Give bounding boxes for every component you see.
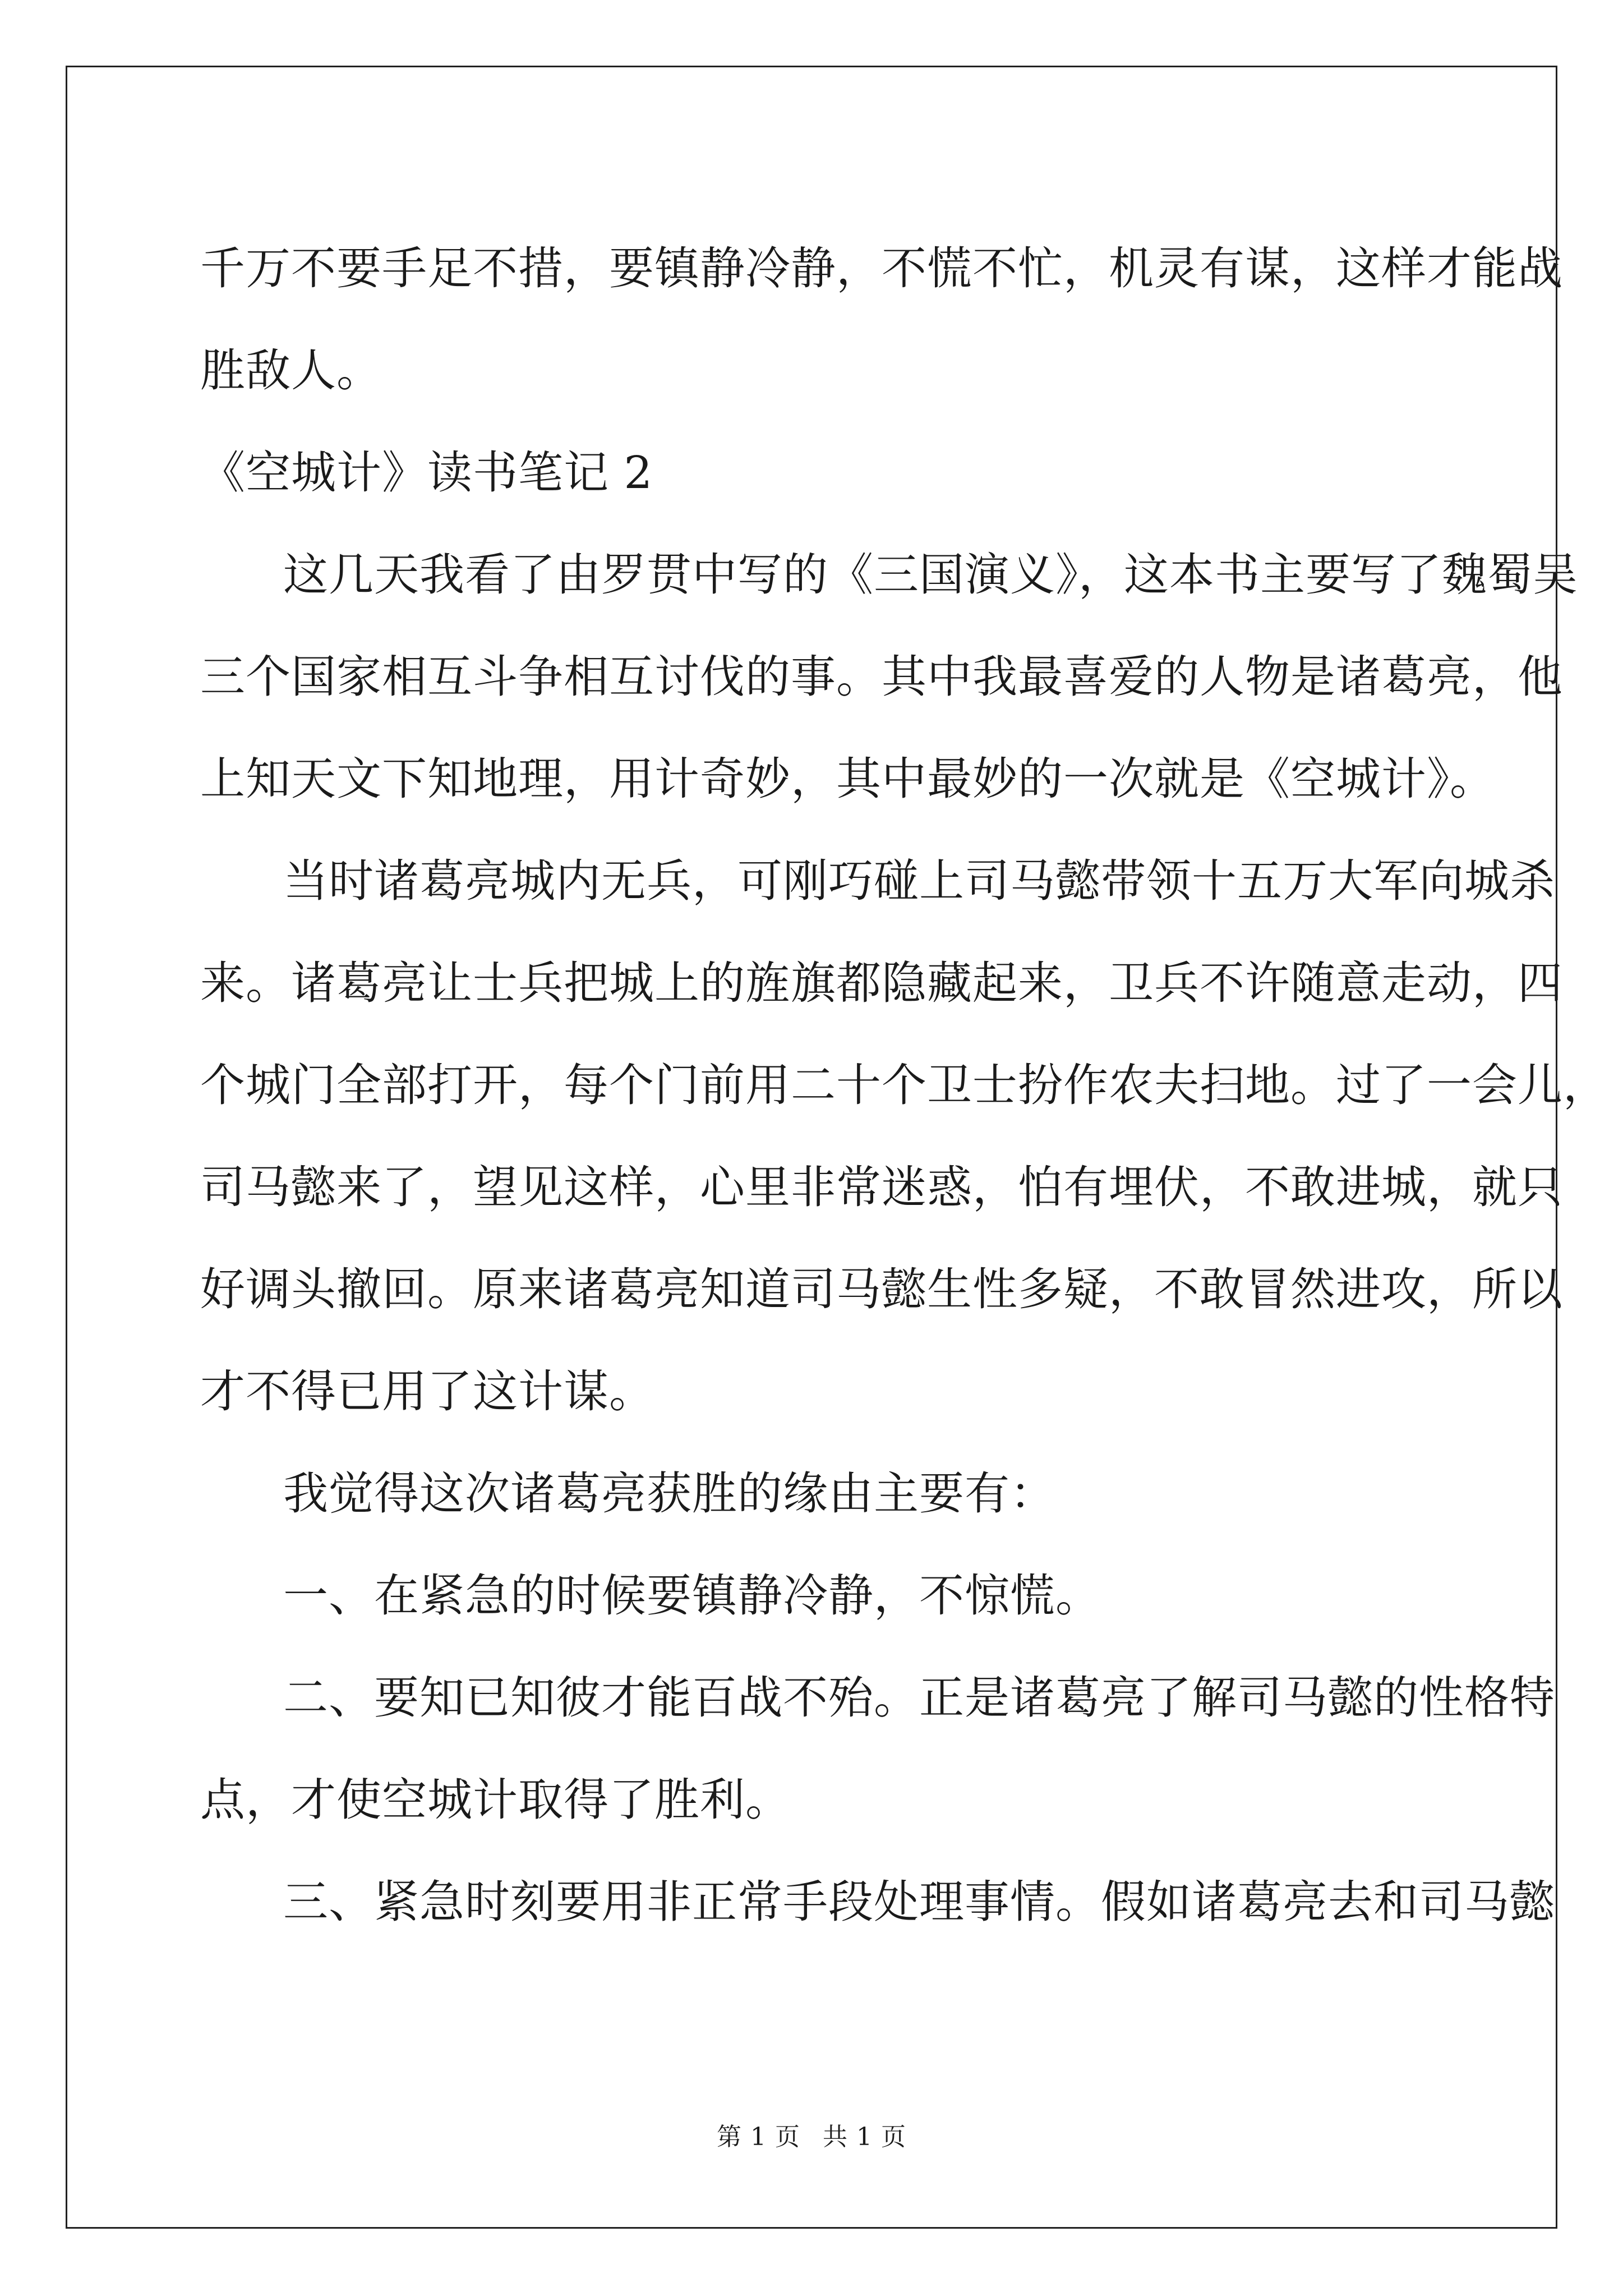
text-line: 上知天文下知地理，用计奇妙，其中最妙的一次就是《空城计》。 [200, 753, 1495, 805]
paragraph-first-line: 我觉得这次诸葛亮获胜的缘由主要有： [283, 1467, 1055, 1520]
list-item: 一、在紧急的时候要镇静冷静，不惊慌。 [283, 1570, 1101, 1622]
list-item: 三、紧急时刻要用非正常手段处理事情。假如诸葛亮去和司马懿 [283, 1876, 1555, 1928]
document-body [200, 218, 1608, 1953]
text-line: 三个国家相互斗争相互讨伐的事。其中我最喜爱的人物是诸葛亮，他 [200, 651, 1563, 703]
list-item: 二、要知已知彼才能百战不殆。正是诸葛亮了解司马懿的性格特 [283, 1672, 1555, 1724]
paragraph-first-line: 这几天我看了由罗贯中写的《三国演义》，这本书主要写了魏蜀吴 [283, 549, 1578, 601]
text-line: 胜敌人。 [200, 344, 382, 397]
text-line: 个城门全部打开，每个门前用二十个卫士扮作农夫扫地。过了一会儿， [200, 1059, 1608, 1111]
text-line: 好调头撤回。原来诸葛亮知道司马懿生性多疑，不敢冒然进攻，所以 [200, 1263, 1563, 1315]
text-line: 才不得已用了这计谋。 [200, 1365, 654, 1418]
text-line: 来。诸葛亮让士兵把城上的旌旗都隐藏起来，卫兵不许随意走动，四 [200, 957, 1563, 1009]
text-line: 千万不要手足不措，要镇静冷静，不慌不忙，机灵有谋，这样才能战 [200, 242, 1563, 295]
page-total: 共 1 页 [823, 2123, 906, 2151]
page-number: 第 1 页 [717, 2123, 800, 2151]
text-line: 点，才使空城计取得了胜利。 [200, 1774, 791, 1826]
page-footer [0, 2120, 1623, 2154]
section-heading: 《空城计》读书笔记 2 [200, 447, 653, 499]
paragraph-first-line: 当时诸葛亮城内无兵，可刚巧碰上司马懿带领十五万大军向城杀 [283, 855, 1555, 907]
text-line: 司马懿来了，望见这样，心里非常迷惑，怕有埋伏，不敢进城，就只 [200, 1161, 1563, 1213]
